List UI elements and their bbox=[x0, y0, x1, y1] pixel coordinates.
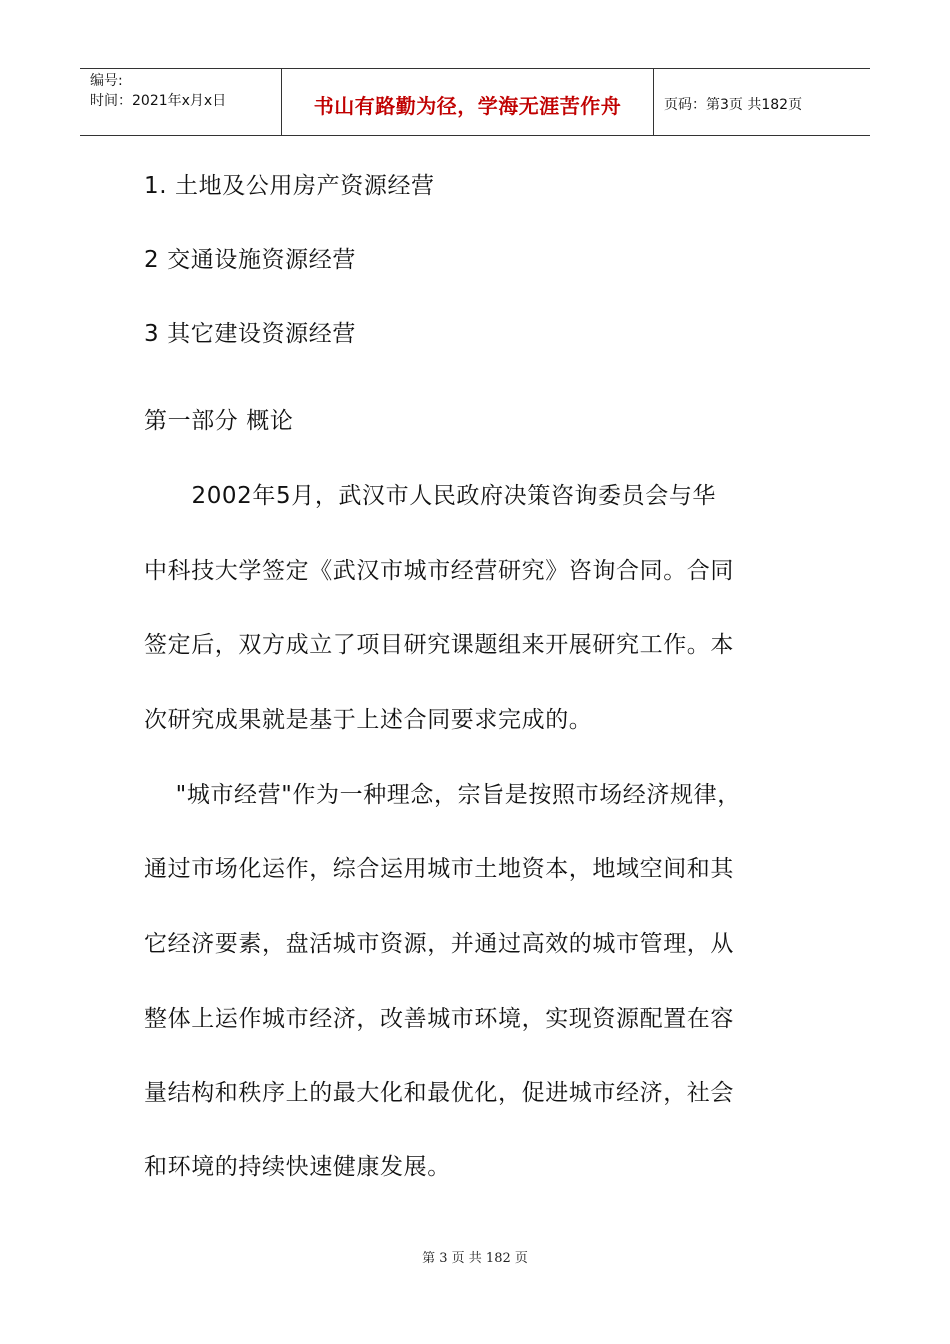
paragraph-line: 整体上运作城市经济，改善城市环境，实现资源配置在容 bbox=[144, 1006, 734, 1032]
page-header bbox=[80, 68, 870, 136]
paragraph-line: 中科技大学签定《武汉市城市经营研究》咨询合同。合同 bbox=[144, 558, 734, 584]
header-page-info bbox=[654, 69, 870, 135]
toc-item-other: 3 其它建设资源经营 bbox=[144, 321, 356, 347]
paragraph-line: "城市经营"作为一种理念，宗旨是按照市场经济规律， bbox=[144, 782, 741, 808]
paragraph-line: 通过市场化运作，综合运用城市土地资本，地域空间和其 bbox=[144, 856, 734, 882]
page-info-text: 页码：第3页 共182页 bbox=[664, 97, 803, 113]
paragraph-line: 它经济要素，盘活城市资源，并通过高效的城市管理，从 bbox=[144, 931, 734, 957]
paragraph-line: 签定后，双方成立了项目研究课题组来开展研究工作。本 bbox=[144, 632, 734, 658]
toc-item-land: 1. 土地及公用房产资源经营 bbox=[144, 173, 435, 199]
paragraph-line: 2002年5月，武汉市人民政府决策咨询委员会与华 bbox=[144, 483, 717, 509]
header-meta bbox=[80, 69, 282, 135]
section-title: 第一部分 概论 bbox=[144, 408, 294, 434]
header-motto-cell bbox=[282, 69, 654, 135]
page-footer: 第 3 页 共 182 页 bbox=[422, 1251, 528, 1266]
paragraph-line: 次研究成果就是基于上述合同要求完成的。 bbox=[144, 707, 593, 733]
document-number-label: 编号: bbox=[90, 73, 123, 89]
paragraph-line: 量结构和秩序上的最大化和最优化，促进城市经济，社会 bbox=[144, 1080, 734, 1106]
toc-item-transport: 2 交通设施资源经营 bbox=[144, 247, 356, 273]
document-date: 时间：2021年x月x日 bbox=[90, 93, 227, 109]
header-motto: 书山有路勤为径，学海无涯苦作舟 bbox=[313, 93, 622, 118]
paragraph-line: 和环境的持续快速健康发展。 bbox=[144, 1154, 451, 1180]
